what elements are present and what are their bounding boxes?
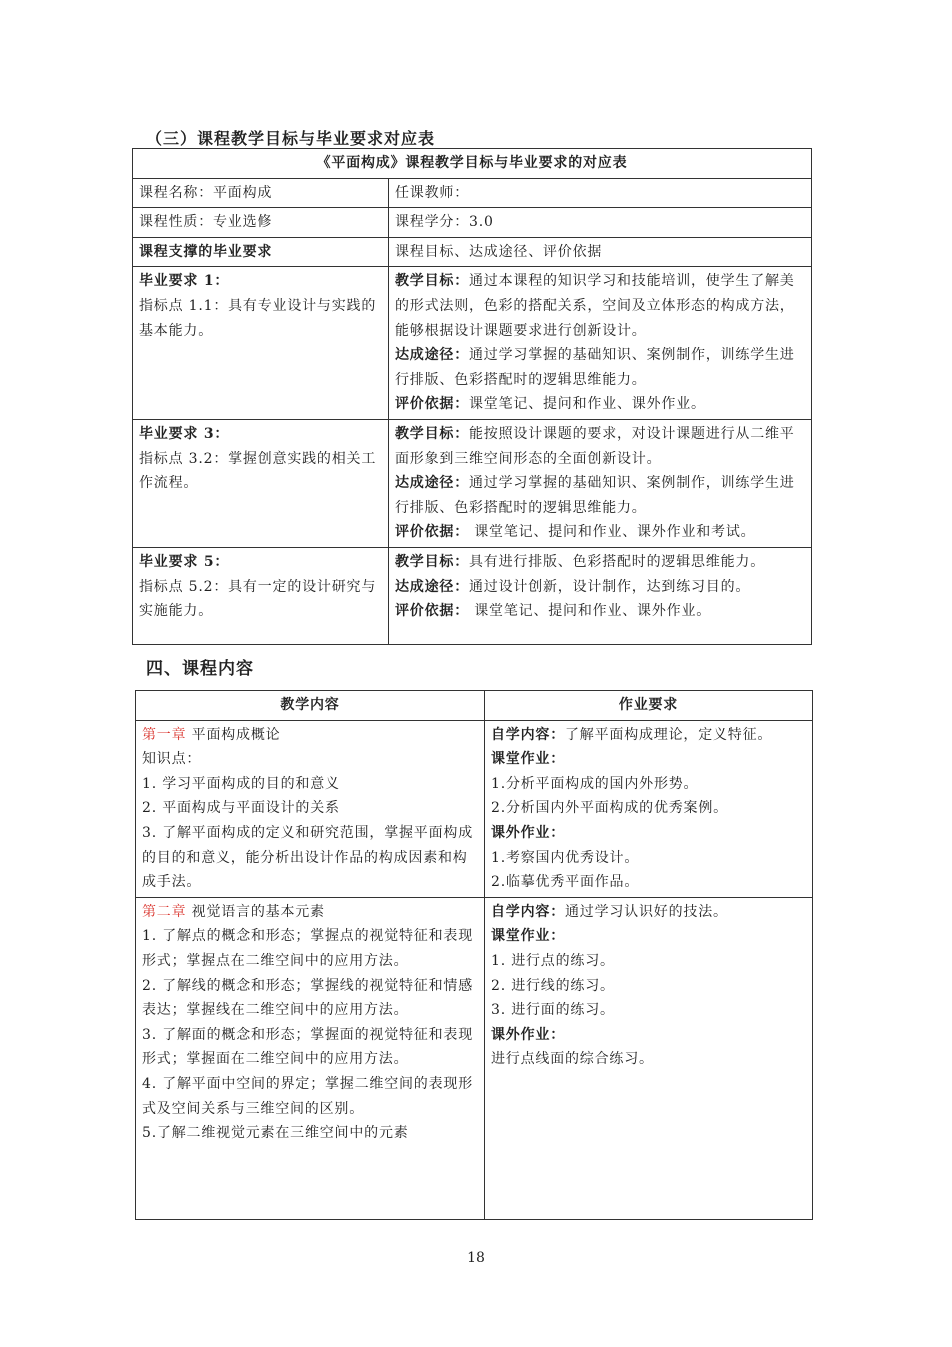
eval-label: 评价依据：	[395, 524, 469, 541]
goal-label: 教学目标：	[395, 553, 469, 570]
chapter-title: 视觉语言的基本元素	[186, 903, 325, 920]
path-text: 通过学习掌握的基础知识、案例制作，训练学生进行排版、色彩搭配时的逻辑思维能力。	[395, 347, 795, 388]
path-label: 达成途径：	[395, 347, 469, 364]
section3-title: （三）课程教学目标与毕业要求对应表	[146, 129, 436, 148]
class-work-item: 2. 进行线的练习。	[491, 977, 615, 994]
course-name: 课程名称：平面构成	[133, 178, 389, 208]
content-line: 2. 平面构成与平面设计的关系	[142, 800, 340, 817]
requirement-text: 指标点 5.2：具有一定的设计研究与实施能力。	[139, 578, 377, 620]
col-homework-header: 作业要求	[485, 691, 813, 721]
content-line: 4. 了解平面中空间的界定；掌握二维空间的表现形式及空间关系与三维空间的区别。	[142, 1075, 474, 1117]
col-content-header: 教学内容	[136, 691, 485, 721]
course-credits: 课程学分：3.0	[389, 208, 812, 238]
class-work-label: 课堂作业：	[491, 751, 565, 768]
self-study-label: 自学内容：	[491, 903, 565, 920]
teacher: 任课教师：	[389, 178, 812, 208]
col-left-header: 课程支撑的毕业要求	[133, 237, 389, 267]
out-work-item: 2.临摹优秀平面作品。	[491, 874, 640, 891]
requirement-title: 毕业要求 5：	[139, 553, 230, 570]
out-work-item: 进行点线面的综合练习。	[491, 1051, 654, 1068]
content-line: 5.了解二维视觉元素在三维空间中的元素	[142, 1125, 409, 1142]
self-study-text: 通过学习认识好的技法。	[565, 903, 728, 920]
table-row	[136, 720, 813, 897]
table-row	[133, 267, 812, 420]
eval-label: 评价依据：	[395, 603, 469, 620]
content-line: 3. 了解面的概念和形态；掌握面的视觉特征和表现形式；掌握面在二维空间中的应用方法。	[142, 1026, 474, 1068]
class-work-item: 2.分析国内外平面构成的优秀案例。	[491, 800, 728, 817]
content-line: 2. 了解线的概念和形态；掌握线的视觉特征和情感表达；掌握线在二维空间中的应用方法。	[142, 977, 474, 1019]
eval-label: 评价依据：	[395, 396, 469, 413]
goal-text: 能按照设计课题的要求，对设计课题进行从二维平面形象到三维空间形态的全面创新设计。	[395, 425, 795, 467]
path-text: 通过设计创新，设计制作，达到练习目的。	[469, 578, 751, 595]
content-line: 3. 了解平面构成的定义和研究范围，掌握平面构成的目的和意义，能分析出设计作品的构成因素和构成手法。	[142, 824, 474, 891]
page-number: 18	[467, 1250, 485, 1266]
self-study-text: 了解平面构成理论，定义特征。	[565, 726, 773, 743]
path-label: 达成途径：	[395, 475, 469, 492]
class-work-label: 课堂作业：	[491, 928, 565, 945]
col-right-header: 课程目标、达成途径、评价依据	[389, 237, 812, 267]
requirement-title: 毕业要求 3：	[139, 425, 230, 442]
chapter-title: 平面构成概论	[186, 726, 281, 743]
class-work-item: 3. 进行面的练习。	[491, 1002, 615, 1019]
course-nature: 课程性质：专业选修	[133, 208, 389, 238]
table-row	[133, 419, 812, 547]
table-row	[133, 547, 812, 644]
objectives-table	[132, 148, 812, 645]
path-label: 达成途径：	[395, 578, 469, 595]
content-table	[135, 690, 813, 1220]
class-work-item: 1. 进行点的练习。	[491, 952, 615, 969]
requirement-text: 指标点 3.2：掌握创意实践的相关工作流程。	[139, 450, 377, 492]
goal-label: 教学目标：	[395, 273, 469, 290]
path-text: 通过学习掌握的基础知识、案例制作，训练学生进行排版、色彩搭配时的逻辑思维能力。	[395, 475, 795, 516]
goal-text: 具有进行排版、色彩搭配时的逻辑思维能力。	[469, 553, 765, 570]
eval-text: 课堂笔记、提问和作业、课外作业和考试。	[469, 524, 756, 541]
out-work-label: 课外作业：	[491, 1026, 565, 1043]
goal-text: 通过本课程的知识学习和技能培训，使学生了解美的形式法则，色彩的搭配关系，空间及立体形态的构成方法，能够根据设计课题要求进行创新设计。	[395, 273, 795, 339]
objectives-table-title: 《平面构成》课程教学目标与毕业要求的对应表	[133, 149, 812, 179]
requirement-text: 指标点 1.1：具有专业设计与实践的基本能力。	[139, 297, 377, 339]
content-line: 1. 了解点的概念和形态；掌握点的视觉特征和表现形式；掌握点在二维空间中的应用方法。	[142, 928, 474, 969]
self-study-label: 自学内容：	[491, 726, 565, 743]
eval-text: 课堂笔记、提问和作业、课外作业。	[469, 603, 712, 620]
out-work-item: 1.考察国内优秀设计。	[491, 849, 640, 866]
chapter-label: 第一章	[142, 726, 187, 743]
eval-text: 课堂笔记、提问和作业、课外作业。	[469, 396, 706, 413]
chapter-label: 第二章	[142, 903, 187, 920]
table-row	[136, 897, 813, 1219]
section4-title: 四、课程内容	[146, 659, 254, 679]
out-work-label: 课外作业：	[491, 824, 565, 841]
content-line: 1. 学习平面构成的目的和意义	[142, 775, 340, 792]
content-line: 知识点：	[142, 751, 202, 768]
goal-label: 教学目标：	[395, 425, 469, 442]
class-work-item: 1.分析平面构成的国内外形势。	[491, 775, 699, 792]
requirement-title: 毕业要求 1：	[139, 273, 230, 290]
